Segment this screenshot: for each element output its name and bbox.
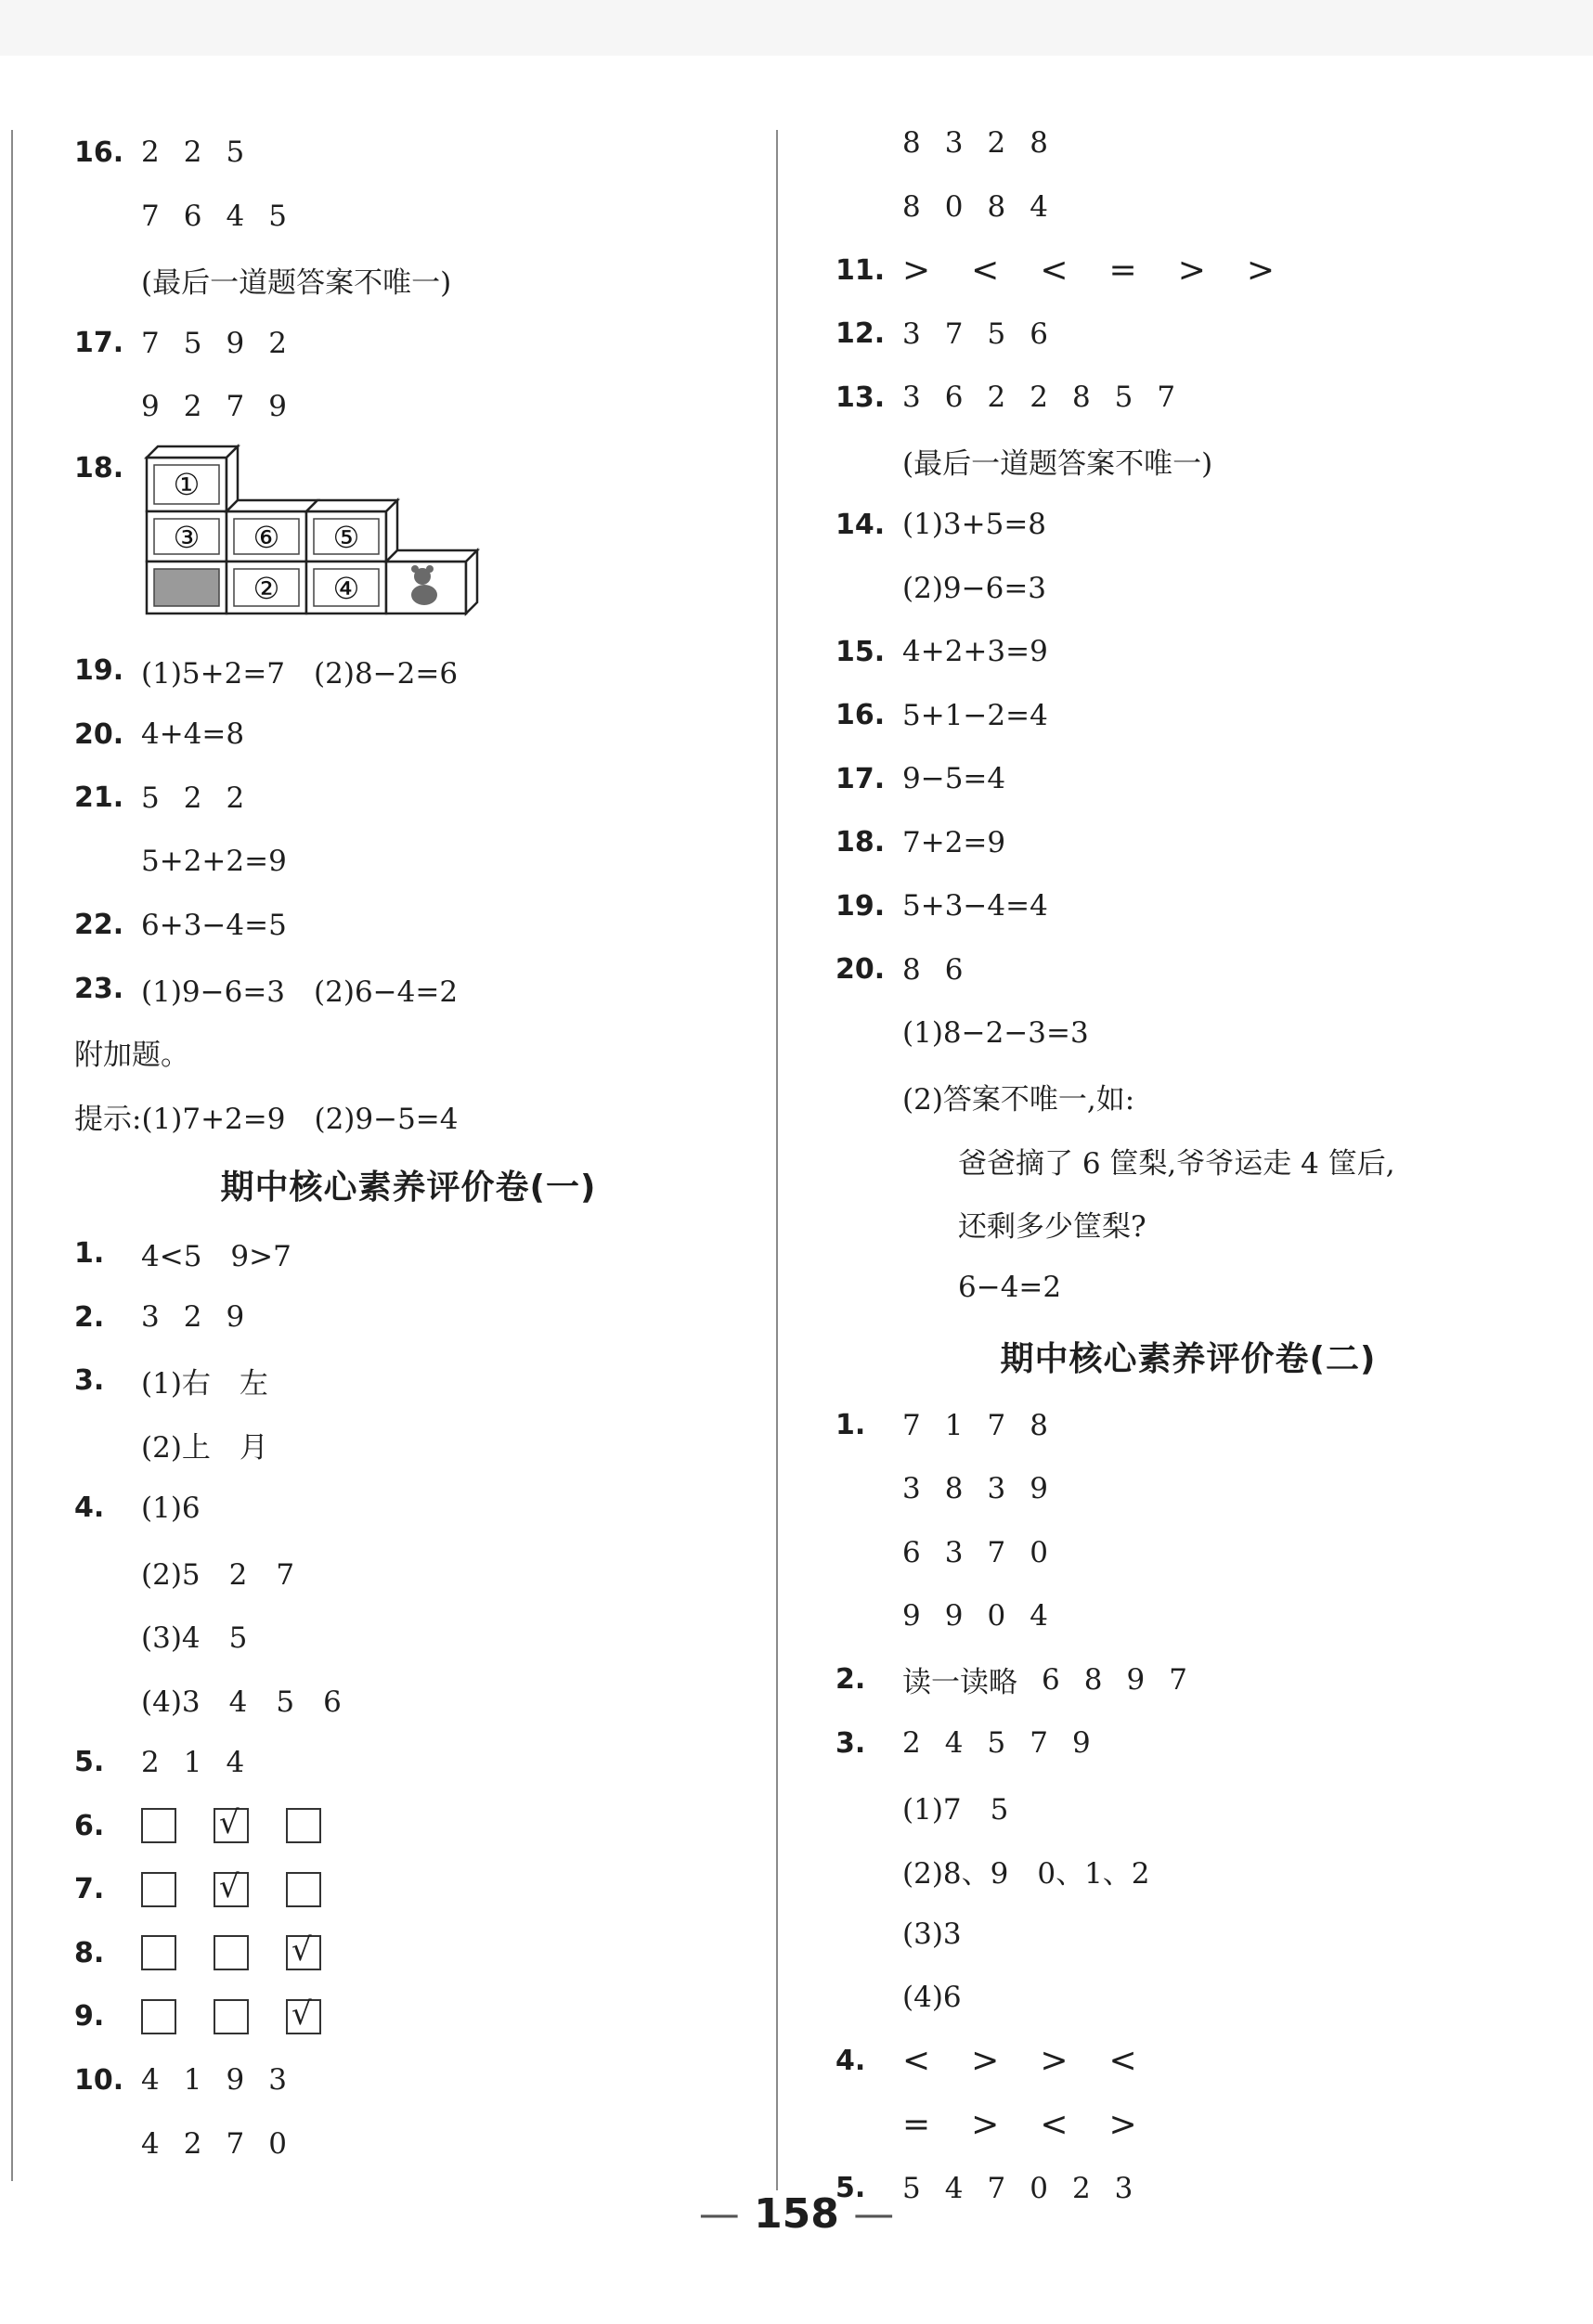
s1-answer-5	[74, 1731, 743, 1795]
comparison-sign: <	[1040, 2105, 1068, 2144]
answer-text: (3)4 5	[141, 1621, 248, 1656]
checkbox	[141, 1872, 176, 1907]
question-number: 19.	[74, 654, 124, 688]
answer-value: 9	[226, 1300, 245, 1335]
scan-top-band	[0, 0, 1593, 56]
question-number: 15.	[835, 635, 886, 668]
page-number	[0, 2190, 1593, 2238]
question-number: 4.	[74, 1491, 105, 1525]
answer-value: 9	[1030, 1472, 1048, 1506]
question-number: 16.	[74, 136, 124, 169]
checkbox	[286, 1872, 321, 1907]
answer-value: 0	[268, 2126, 287, 2161]
answer-text: (1)6	[141, 1491, 201, 1525]
comparison-sign: >	[1040, 2042, 1068, 2081]
answer-text: 4+2+3=9	[902, 635, 1048, 669]
question-number: 11.	[835, 253, 886, 287]
question-number: 3.	[74, 1364, 105, 1398]
page-number-dash: —	[698, 2190, 740, 2238]
hint-text: 提示:(1)7+2=9 (2)9−5=4	[74, 1102, 459, 1136]
s1-answer-1	[74, 1222, 743, 1286]
checkbox	[286, 1935, 321, 1970]
section-title-text: 期中核心素养评价卷(一)	[220, 1168, 597, 1207]
question-number: 20.	[74, 717, 124, 751]
s1-answer-10-line4	[835, 175, 1541, 239]
answer-17-line2	[74, 375, 743, 439]
s2-answer-1-line4	[835, 1584, 1541, 1648]
answer-value: 7	[226, 2126, 245, 2161]
checkbox	[286, 1808, 321, 1843]
checkbox	[214, 1872, 249, 1907]
s1-answer-12	[835, 303, 1541, 367]
answer-value: 3	[902, 1472, 921, 1506]
s1-answer-10-line3	[835, 111, 1541, 175]
cube-stack-diagram	[141, 439, 494, 625]
s2-answer-1	[835, 1394, 1541, 1458]
s2-answer-3-line3	[835, 1839, 1541, 1903]
s1-answer-4-line3	[74, 1604, 743, 1668]
answer-16-note	[74, 248, 743, 312]
answer-text: 5+2+2=9	[141, 845, 287, 879]
answer-value: 1	[183, 1745, 202, 1779]
answer-value: 4	[944, 2171, 964, 2205]
question-number: 6.	[74, 1809, 105, 1842]
answer-value: 8	[987, 189, 1006, 224]
answer-value: 7	[141, 199, 160, 233]
answer-value: 4	[944, 1726, 964, 1761]
s2-answer-3	[835, 1711, 1541, 1775]
answer-value: 2	[183, 390, 202, 424]
comparison-sign: >	[971, 2042, 1000, 2081]
answer-value: 0	[1030, 1535, 1048, 1569]
cube-label: ②	[253, 570, 280, 606]
answer-value: 4	[141, 2126, 160, 2161]
answer-value: 9	[944, 1599, 964, 1633]
question-number: 1.	[835, 1409, 866, 1442]
answer-value: 2	[268, 326, 287, 360]
answer-value: 6	[1030, 316, 1048, 351]
comparison-sign: <	[971, 251, 1000, 290]
answer-value: 7	[987, 1408, 1006, 1442]
s1-answer-4-line2	[74, 1540, 743, 1604]
checkbox	[214, 1999, 249, 2034]
s1-answer-13	[835, 366, 1541, 430]
checkbox	[141, 1999, 176, 2034]
answer-value: 4	[1030, 1599, 1048, 1633]
s1-answer-6	[74, 1794, 743, 1858]
answer-value: 7	[1030, 1726, 1048, 1761]
answer-value: 1	[944, 1408, 964, 1442]
answer-value: 2	[183, 136, 202, 170]
answer-16-line2	[74, 185, 743, 249]
left-column	[74, 121, 743, 2176]
answer-text: (2)答案不唯一,如:	[902, 1083, 1135, 1117]
note-text: (最后一道题答案不唯一)	[141, 265, 452, 300]
answer-value: 3	[987, 1472, 1006, 1506]
answer-text: (4)3 4 5 6	[141, 1685, 342, 1719]
answer-value: 8	[944, 1472, 964, 1506]
question-number: 1.	[74, 1237, 105, 1271]
question-number: 5.	[74, 1746, 105, 1779]
answer-value: 0	[1030, 2171, 1048, 2205]
checkbox	[286, 1999, 321, 2034]
answer-value: 5	[183, 326, 202, 360]
answer-text: 6+3−4=5	[141, 908, 287, 942]
s1-answer-3	[74, 1349, 743, 1414]
answer-value: 3	[902, 316, 921, 351]
answer-value: 9	[1126, 1662, 1146, 1697]
checkbox	[141, 1935, 176, 1970]
answer-value: 4	[226, 1745, 245, 1779]
s2-answer-3-line4	[835, 1903, 1541, 1967]
question-number: 12.	[835, 317, 886, 351]
question-number: 16.	[835, 699, 886, 732]
answer-value: 5	[141, 781, 160, 815]
s1-answer-17	[835, 747, 1541, 811]
answer-value: 2	[141, 136, 160, 170]
answer-text: 4<5 9>7	[141, 1240, 291, 1274]
answer-value: 0	[987, 1599, 1006, 1633]
question-number: 10.	[74, 2063, 124, 2097]
s2-answer-2	[835, 1648, 1541, 1712]
question-number: 3.	[835, 1726, 866, 1760]
answer-value: 4	[226, 199, 245, 233]
answer-value: 2	[987, 126, 1006, 161]
page-number-dash: —	[853, 2190, 895, 2238]
cube-label: ④	[332, 570, 360, 606]
answer-text: (3)3	[902, 1917, 962, 1951]
s1-answer-4	[74, 1477, 743, 1541]
answer-value: 5	[226, 136, 245, 170]
s2-answer-3-line2	[835, 1775, 1541, 1840]
s1-answer-20	[835, 938, 1541, 1002]
s1-answer-14	[835, 493, 1541, 557]
s1-answer-15	[835, 620, 1541, 684]
comparison-sign: >	[971, 2105, 1000, 2144]
cube-label: ③	[173, 519, 201, 555]
right-column	[835, 111, 1541, 2220]
comparison-sign: <	[902, 2042, 931, 2081]
question-number: 18.	[74, 451, 124, 484]
answer-text: (1)5+2=7 (2)8−2=6	[141, 657, 459, 691]
question-number: 22.	[74, 909, 124, 942]
checkbox	[141, 1808, 176, 1843]
answer-text: (1)3+5=8	[902, 508, 1047, 542]
answer-value: 9	[1071, 1726, 1091, 1761]
answer-value: 2	[1071, 2171, 1091, 2205]
s1-answer-20-line5	[835, 1193, 1541, 1257]
section-title-midterm-2	[835, 1320, 1541, 1394]
answer-text: 5+3−4=4	[902, 889, 1048, 923]
answer-value: 9	[268, 390, 287, 424]
s1-answer-10-line2	[74, 2112, 743, 2176]
answer-22	[74, 894, 743, 958]
question-number: 21.	[74, 781, 124, 815]
answer-value: 8	[902, 189, 921, 224]
answer-value: 3	[141, 1300, 160, 1335]
answer-value: 5	[902, 2171, 921, 2205]
answer-value: 2	[183, 781, 202, 815]
answer-value: 8	[1030, 126, 1048, 161]
answer-value: 6	[944, 952, 964, 987]
comparison-sign: =	[1108, 251, 1137, 290]
answer-value: 1	[183, 2063, 202, 2098]
question-number: 8.	[74, 1936, 105, 1969]
s2-answer-1-line2	[835, 1457, 1541, 1521]
question-number: 18.	[835, 826, 886, 859]
answer-value: 2	[987, 381, 1006, 415]
answer-text: (1)右 左	[141, 1367, 268, 1401]
answer-value: 2	[141, 1745, 160, 1779]
answer-value: 4	[1030, 189, 1048, 224]
s1-answer-7	[74, 1858, 743, 1922]
question-number: 5.	[835, 2172, 866, 2205]
comparison-sign: >	[902, 251, 931, 290]
answer-value: 6	[183, 199, 202, 233]
answer-text: 读一读略	[902, 1666, 1017, 1700]
answer-value: 8	[1030, 1408, 1048, 1442]
s1-answer-13-note	[835, 430, 1541, 494]
question-number: 14.	[835, 508, 886, 541]
answer-text: 5+1−2=4	[902, 698, 1048, 732]
s2-answer-4-line2	[835, 2093, 1541, 2157]
s1-answer-4-line4	[74, 1667, 743, 1731]
s1-answer-20-line6	[835, 1256, 1541, 1320]
question-number: 2.	[835, 1663, 866, 1697]
answer-value: 5	[268, 199, 287, 233]
page-number-text: 158	[754, 2190, 839, 2238]
answer-23	[74, 957, 743, 1021]
answer-value: 6	[1042, 1662, 1060, 1697]
answer-text: (4)6	[902, 1981, 962, 2015]
question-number: 17.	[835, 762, 886, 795]
comparison-sign: >	[1177, 251, 1206, 290]
answer-value: 7	[226, 390, 245, 424]
answer-value: 6	[902, 1535, 921, 1569]
extra-question-hint	[74, 1084, 743, 1148]
answer-text: (1)9−6=3 (2)6−4=2	[141, 975, 459, 1009]
answer-value: 3	[944, 1535, 964, 1569]
answer-value: 2	[183, 1300, 202, 1335]
s2-answer-3-line5	[835, 1966, 1541, 2030]
checkbox	[214, 1935, 249, 1970]
s2-answer-1-line3	[835, 1521, 1541, 1585]
answer-value: 5	[987, 316, 1006, 351]
left-margin-line	[11, 130, 13, 2181]
question-number: 23.	[74, 972, 124, 1005]
s1-answer-20-line3	[835, 1065, 1541, 1130]
answer-value: 8	[902, 952, 921, 987]
answer-text: 6−4=2	[958, 1271, 1062, 1305]
answer-value: 7	[1157, 381, 1176, 415]
comparison-sign: <	[1040, 251, 1068, 290]
answer-value: 3	[944, 126, 964, 161]
question-number: 2.	[74, 1300, 105, 1334]
answer-value: 2	[902, 1726, 921, 1761]
answer-value: 7	[987, 1535, 1006, 1569]
cube-label: ⑥	[253, 519, 280, 555]
question-number: 13.	[835, 381, 886, 414]
answer-value: 0	[944, 189, 964, 224]
column-divider	[776, 130, 778, 2190]
s1-answer-3-line2	[74, 1413, 743, 1477]
answer-value: 6	[944, 381, 964, 415]
s1-answer-8	[74, 1921, 743, 1985]
s1-answer-10	[74, 2048, 743, 2112]
answer-value: 7	[902, 1408, 921, 1442]
extra-question-title	[74, 1021, 743, 1085]
answer-text: 还剩多少筐梨?	[958, 1210, 1146, 1245]
answer-value: 2	[226, 781, 245, 815]
cube-label: ⑤	[332, 519, 360, 555]
answer-value: 9	[226, 2063, 245, 2098]
s1-answer-14-line2	[835, 557, 1541, 621]
answer-value: 3	[902, 381, 921, 415]
s1-answer-20-line2	[835, 1001, 1541, 1065]
question-number: 17.	[74, 327, 124, 360]
answer-value: 4	[141, 2063, 160, 2098]
answer-value: 9	[141, 390, 160, 424]
s1-answer-9	[74, 1985, 743, 2049]
question-number: 19.	[835, 889, 886, 923]
checkbox	[214, 1808, 249, 1843]
comparison-sign: <	[1108, 2042, 1137, 2081]
answer-value: 5	[987, 1726, 1006, 1761]
answer-text: (1)7 5	[902, 1793, 1009, 1827]
answer-value: 7	[987, 2171, 1006, 2205]
note-text: (最后一道题答案不唯一)	[902, 447, 1213, 482]
answer-text: (2)上 月	[141, 1430, 268, 1465]
answer-value: 7	[141, 326, 160, 360]
s1-answer-16	[835, 684, 1541, 748]
answer-20	[74, 703, 743, 767]
answer-value: 8	[902, 126, 921, 161]
answer-text: 9−5=4	[902, 762, 1006, 796]
answer-value: 9	[226, 326, 245, 360]
answer-value: 2	[183, 2126, 202, 2161]
answer-value: 8	[1071, 381, 1091, 415]
answer-value: 7	[944, 316, 964, 351]
answer-18	[74, 439, 743, 639]
s1-answer-11	[835, 239, 1541, 303]
answer-19	[74, 639, 743, 704]
answer-value: 2	[1030, 381, 1048, 415]
answer-21-line2	[74, 830, 743, 894]
section-title-text: 期中核心素养评价卷(二)	[1000, 1340, 1377, 1378]
answer-text: (2)8、9 0、1、2	[902, 1856, 1150, 1891]
cube-label: ①	[173, 466, 201, 502]
extra-title-text: 附加题。	[74, 1039, 189, 1073]
s1-answer-19	[835, 874, 1541, 938]
answer-value: 8	[1083, 1662, 1103, 1697]
answer-21	[74, 767, 743, 831]
answer-text: (1)8−2−3=3	[902, 1016, 1089, 1051]
answer-value: 3	[1114, 2171, 1133, 2205]
answer-17	[74, 312, 743, 376]
answer-text: 4+4=8	[141, 717, 245, 752]
answer-value: 3	[268, 2063, 287, 2098]
answer-text: 爸爸摘了 6 筐梨,爷爷运走 4 筐后,	[958, 1146, 1395, 1181]
s1-answer-18	[835, 811, 1541, 875]
question-number: 4.	[835, 2045, 866, 2078]
s2-answer-4	[835, 2030, 1541, 2094]
comparison-sign: =	[902, 2105, 931, 2144]
answer-value: 9	[902, 1599, 921, 1633]
question-number: 7.	[74, 1873, 105, 1906]
section-title-midterm-1	[74, 1148, 743, 1222]
question-number: 20.	[835, 953, 886, 987]
answer-16	[74, 121, 743, 185]
answer-text: (2)9−6=3	[902, 571, 1047, 605]
answer-value: 7	[1169, 1662, 1187, 1697]
answer-value: 5	[1114, 381, 1133, 415]
comparison-sign: >	[1108, 2105, 1137, 2144]
answer-text: 7+2=9	[902, 825, 1006, 859]
s1-answer-2	[74, 1285, 743, 1349]
comparison-sign: >	[1246, 251, 1276, 290]
s1-answer-20-line4	[835, 1129, 1541, 1193]
question-number: 9.	[74, 2000, 105, 2034]
answer-text: (2)5 2 7	[141, 1557, 295, 1592]
